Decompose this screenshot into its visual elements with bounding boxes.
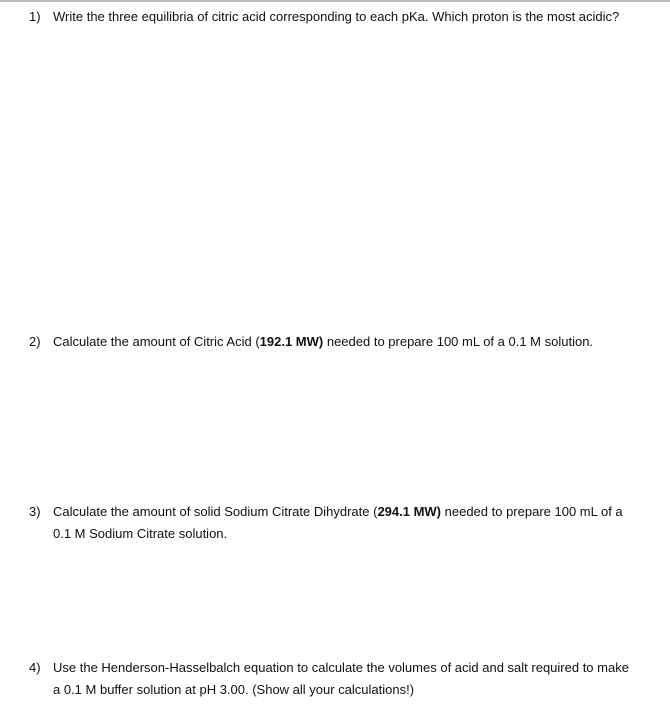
question-number: 4) xyxy=(29,660,41,675)
molecular-weight: 294.1 MW) xyxy=(377,504,442,519)
question-1 xyxy=(29,6,629,28)
question-text-start: Calculate the amount of Citric Acid ( xyxy=(53,334,260,349)
question-text: Write the three equilibria of citric acid corresponding to each pKa. Which proton is the most acidic? xyxy=(53,9,620,24)
question-text: Use the Henderson-Hasselbalch equation to calculate the volumes of acid and salt required to make a 0.1 M buffer solution at pH 3.00. (Show all your calculations!) xyxy=(53,660,629,697)
top-divider xyxy=(0,0,670,2)
question-3 xyxy=(29,501,629,545)
question-2 xyxy=(29,331,629,353)
question-text-end: needed to prepare 100 mL of a 0.1 M Sodium Citrate solution. xyxy=(53,504,623,541)
question-text-start: Calculate the amount of solid Sodium Citrate Dihydrate ( xyxy=(53,504,378,519)
molecular-weight: 192.1 MW) xyxy=(259,334,324,349)
question-text xyxy=(53,331,629,353)
question-number: 3) xyxy=(29,504,41,519)
question-text xyxy=(53,501,629,545)
question-number: 2) xyxy=(29,334,41,349)
question-number: 1) xyxy=(29,9,41,24)
question-4 xyxy=(29,657,629,701)
question-text-end: needed to prepare 100 mL of a 0.1 M solution. xyxy=(323,334,594,349)
